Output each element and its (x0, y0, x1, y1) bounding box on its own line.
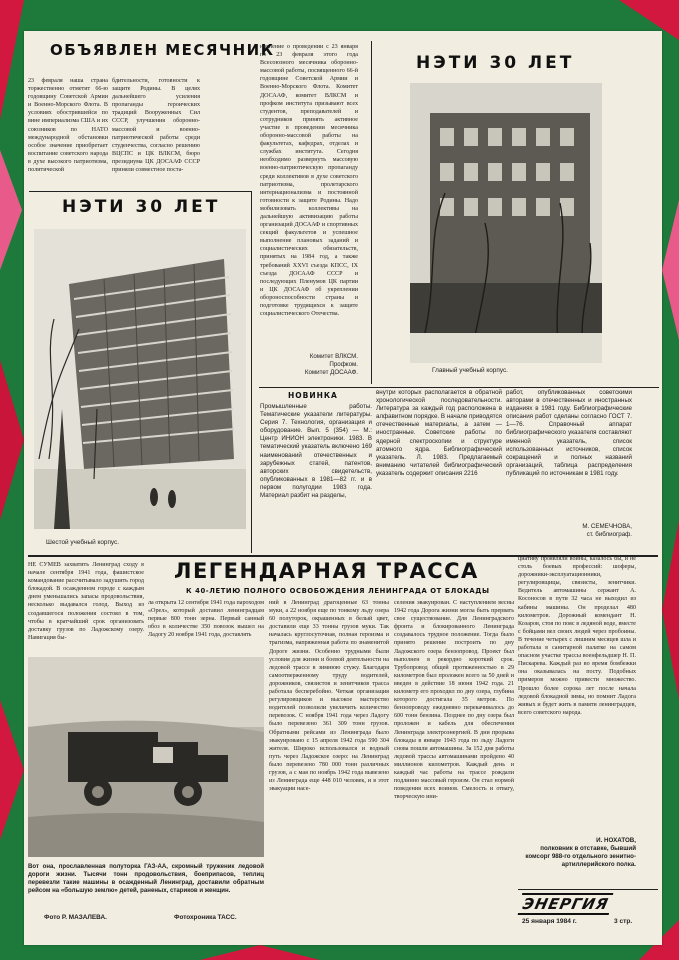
trassa-col-5: циативу проявляли воины, казалось бы, и не столь боевых профессий: шоферы, дорожники-эксплуатационники, регулировщицы, связисты, зенитчики. Ведитель автомашины сержант А. Косоносов в пути 32 часа не выходил из кабины машины. Он проделал 480 километров. Дорожный комендант Н. Козаров, стоя по пояс в ледяной воде, вместе с бойцами вел своих людей через пробоины. В течение четырех с лишним месяцев шла и работала в санитарной палатке на самом опасном участке трассы военфельдшер Н. П. Пискарева. Каждый раз во время бомбежки она оказывалась на посту. Подобных примеров можно привести множество. Прошло более сорока лет после начала ледовой блокадной зимы, но помнит Ладога живых и будет жить в памяти ленинградцев, всего советского народа. (518, 556, 636, 716)
trassa-col-2: ла открыта 12 сентября 1941 года пароходом «Орел», который доставил ленинградцам первые 800 тонн зерна. Первый санный обоз в количестве 350 повозок вышел на Ладогу 20 ноября 1941 года, доставлять (148, 600, 264, 639)
monthly-col-3: новление о проведении с 23 января по 23 февраля этого года Всесоюзного месячника оборонно-массовой работы, посвященного 66-й годовщине Советской Армии и Военно-Морского Флота. Комитет ДОСААФ, комитет ВЛКСМ и профком института призывают всех студентов, преподавателей и сотрудников принять активное участие в проведении месячника оборонно-массовой работы на факультетах, кафедрах, отделах и службах института. Сегодня необходимо развернуть массовую военно-патриотическую пропаганду среди коллективов в духе советского патриотизма, пролетарского интернационализма и постоянной готовности к защите Родины. Надо мобилизовать коллективы на дальнейшую активизацию работы организаций ДОСААФ и спортивных секций факультетов и успешное выполнение плановых заданий и социалистических обязательств, принятых на 1984 год, а также требований XXVI съезда КПСС, IX съезда ДОСААФ СССР и последующих Пленумов ЦК партии и ЦК ДОСААФ об укреплении обороноспособности страны и подготовке трудящихся к защите социалистического Отечества. (260, 44, 358, 318)
masthead-logo (518, 893, 614, 915)
gaz-truck-photo (28, 657, 264, 857)
trassa-signature: И. НОХАТОВ, полковник в отставке, бывший комсорг 988-го отдельного зенитно-артиллерийского полка. (525, 837, 636, 868)
neti-large-caption: Главный учебный корпус. (432, 367, 508, 374)
bg-triangle-pink-r (662, 200, 679, 340)
neti-large-photo (410, 83, 602, 363)
photo-credit-tass: Фотохроника ТАСС. (174, 914, 237, 921)
novinka-top-rule (259, 387, 659, 388)
trassa-col-3: ний в Ленинград драгоценные 63 тонны муки, а 22 ноября еще по тонкому льду озера 60 полуторок, окрашенных в белый цвет, доставили еще 33 тонны грузов муки. Так началась круглосуточная, полная героизма и трагизма, напряженная работа по знаменитой Дороге жизни. Особенно трудными были условия для жизни и боевой деятельности на ледовой трассе в зимнюю стужу. Благодаря самоотверженному труду водителей, дорожников, связистов и зенитчиков трасса работала бесперебойно. Четкая организация регулировщиков и высокое мастерство водителей позволили увеличить количество перевозок. С ноября 1941 года через Ладогу было перевезено 361 309 тонн грузов. Обратными рейсами из Ленинграда было эвакуировано с 15 апреля 1942 года 590 304 жителя. Широко использовался и водный путь через Ладожское озеро: на Ленинград было перевезено 780 000 тонн различных грузов, а с мая по ноябрь 1942 года вывезено из Ленинграда еще 448 010 человек, и в этот эвакуации насе- (269, 600, 389, 793)
neti-small-photo (34, 229, 246, 529)
monthly-col-2: бдительности, готовности к защите Родины. В целях дальнейшего усиления пропаганды героических традиций Вооруженных Сил СССР, улучшения оборонно-массовой и военно-патриотической работы среди студенчества, согласно решению ВЦСПС и ЦК ВЛКСМ, бюро президиума ЦК ДОСААФ СССР приняли совместное поста- (112, 78, 200, 174)
monthly-signature: Комитет ВЛКСМ. Профком. Комитет ДОСААФ. (304, 353, 358, 376)
bg-triangle-pink-l (0, 150, 22, 270)
neti-small-heading: НЭТИ 30 ЛЕТ (62, 197, 221, 217)
footer-date: 25 января 1984 г. (522, 918, 577, 925)
trassa-heading: ЛЕГЕНДАРНАЯ ТРАССА (174, 559, 479, 583)
novinka-col-3: работ, опубликованных советскими авторами в отечественных и иностранных изданиях в 1981 году. Библиографические описания работ сделаны согласно ГОСТ 7. 1—76. Справочный аппарат библиографического указателя составляют именной указатель, список использованных источников, список сокращений и полных названий организаций, таблица распределения публикаций по источникам в 1981 году. (506, 389, 632, 477)
masthead-text: ЭНЕРГИЯ (521, 895, 611, 913)
novinka-heading: НОВИНКА (288, 391, 338, 400)
building-photo-2 (410, 83, 602, 363)
monthly-heading: ОБЪЯВЛЕН МЕСЯЧНИК (50, 41, 275, 59)
truck-photo-caption: Вот она, прославленная полуторка ГАЗ-АА, скромный труженик ледовой дороги жизни. Тысячи тонн продовольствия, боеприпасов, теплиц перевезли такие машины в осажденный Ленинград, доставили обратным рейсом на «большую землю» детей, раненых, стариков и женщин. (28, 863, 264, 894)
monthly-col-1: 23 февраля наша страна торжественно отметит 66-ю годовщину Советской Армии и Военно-Морского Флота. В условиях обострившейся по вине империализма США и их союзников по НАТО международной обстановки особое значение приобретает воспитание советского народа в духе высокого патриотизма, политической (28, 78, 108, 174)
bg-triangle-red-r (662, 520, 679, 700)
truck-photo (28, 657, 264, 857)
trassa-subheading: К 40-ЛЕТИЮ ПОЛНОГО ОСВОБОЖДЕНИЯ ЛЕНИНГРАДА ОТ БЛОКАДЫ (186, 587, 490, 595)
neti-small-caption: Шестой учебный корпус. (46, 539, 120, 546)
bg-triangle-red-l (0, 360, 24, 520)
neti-small-frame-right (251, 191, 252, 553)
trassa-col-1: НЕ СУМЕВ захватить Ленинград сходу в начале сентября 1941 года, фашистское командование рассчитывало задушить город блокадой. В осажденном городе с каждым днем уменьшались запасы продовольствия, несколько выдавался голод. Выход из создавшегося положения состоял в том, чтобы в кратчайший срок организовать доставку грузов по Ладожскому озеру. Навигация бы- (28, 562, 144, 641)
bg-triangle-red-bottom (200, 945, 320, 960)
trassa-col-4: селения эвакуирован. С наступлением весны 1942 года Дорога жизни могла быть прервать свое существование. Для Ленинградского фронта и блокированного Ленинграда создавалось трудное положение. Тогда было принято решение построить по дну Ладожского озера бензопровод. Проект был выполнен в рекордно короткий срок. Трубопровод общей протяженностью в 29 километров был проложен всего за 50 дней и введен в действие 18 июня 1942 года. 21 километр его проходил по дну озера, глубина которого достигала 35 метров. По бензопроводу ежедневно перекачивалось до 600 тонн бензина. Позднее по дну озера был проложен и кабель для обеспечения Ленинграда электроэнергией. В дни прорыва блокады в январе 1943 года по льду Ладоги снова пошли автомашины. За 152 дня работы ледовой трассы автомашинами пройдено 40 миллионов километров. Каждый день и каждый час работы на трассе рождали подлинно массовый героизм. Он стал нормой поведения всех воинов. Смелость и отвагу, творческую ини- (394, 600, 514, 801)
bg-triangle-red-tl (0, 0, 24, 120)
photo-credit: Фото Р. МАЗАЛЕВА. (44, 914, 107, 921)
novinka-col-1: Промышленные работы. Тематические указатели литературы. Серия 7. Технология, организация и оборудование. Вып. 5 (354) — М.: Центр ИНИОН электроники. 1983. В тематический указатель включено 169 наименований отечественных и зарубежных статей, патентов, авторских свидетельств, опубликованных в 1981—82 гг. и в первом полугодии 1983 года. Материал разбит на разделы, (260, 403, 372, 500)
building-photo-1 (34, 229, 246, 529)
neti-small-frame-top (29, 191, 251, 192)
neti-large-frame (371, 41, 372, 384)
footer-page: 3 стр. (614, 918, 633, 925)
neti-large-heading: НЭТИ 30 ЛЕТ (416, 53, 575, 73)
novinka-col-2: внутри которых располагается в обратной хронологической последовательности. Литература за каждый год расположена в алфавитном порядке. В начале приводятся отечественные материалы, а затем — иностранные. Советские работы по ядерной спектроскопии и структуре атомного ядра. Библиографический указатель. Л. 1983. Предлагаемый вниманию читателей библиографический указатель содержит описания 2216 (376, 389, 502, 477)
footer-rule (518, 889, 658, 890)
novinka-signature: М. СЕМЕЧНОВА, ст. библиограф. (582, 523, 632, 538)
bg-triangle-red-lb (0, 700, 24, 840)
newspaper-page (24, 31, 662, 945)
